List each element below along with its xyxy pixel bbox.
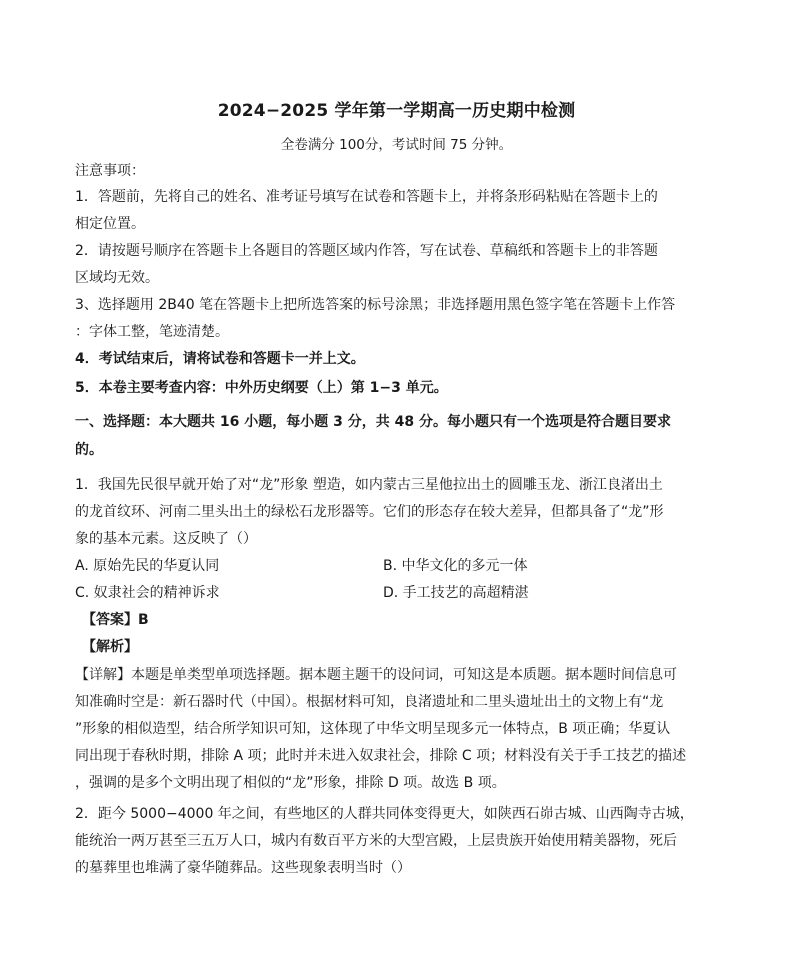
analysis-detail: 知准确时空是：新石器时代（中国）。根据材料可知，良渚遗址和二里头遗址出土的文物上有“龙: [75, 694, 664, 710]
notice-item: 4．考试结束后，请将试卷和答题卡一并上文。: [75, 351, 365, 367]
analysis-detail: ”形象的相似造型，结合所学知识可知，这体现了中华文明呈现多元一体特点，B 项正确；华夏认: [75, 721, 671, 737]
option-a: A. 原始先民的华夏认同: [75, 558, 220, 574]
analysis-detail: 同出现于春秋时期，排除 A 项；此时并未进入奴隶社会，排除 C 项；材料没有关于手工技艺的描述: [75, 748, 687, 764]
answer-label: 【答案】B: [82, 612, 149, 628]
notice-item: 相定位置。: [75, 216, 145, 232]
notice-item: 5．本卷主要考查内容：中外历史纲要（上）第 1−3 单元。: [75, 380, 448, 396]
option-d: D. 手工技艺的高超精湛: [383, 585, 529, 601]
section-heading: 一、选择题：本大题共 16 小题，每小题 3 分，共 48 分。每小题只有一个选项是符合题目要求: [75, 414, 671, 430]
analysis-detail: ，强调的是多个文明出现了相似的“龙”形象，排除 D 项。故选 B 项。: [75, 775, 506, 791]
notice-item: 区域均无效。: [75, 270, 159, 286]
question-1-stem: 1．我国先民很早就开始了对“龙”形象 塑造，如内蒙古三星他拉出土的圆雕玉龙、浙江良渚出土: [75, 477, 663, 493]
notice-item: ：字体工整，笔迹清楚。: [75, 324, 229, 340]
question-2-stem: 的墓葬里也堆满了豪华随葬品。这些现象表明当时（）: [75, 860, 411, 876]
exam-info: 全卷满分 100分，考试时间 75 分钟。: [280, 137, 513, 153]
question-1-stem: 的龙首纹环、河南二里头出土的绿松石龙形器等。它们的形态存在较大差异，但都具备了“龙”形: [75, 504, 664, 520]
analysis-detail: 【详解】本题是单类型单项选择题。据本题主题干的设问词，可知这是本质题。据本题时间信息可: [75, 667, 677, 683]
question-1-stem: 象的基本元素。这反映了（）: [75, 531, 257, 547]
option-c: C. 奴隶社会的精神诉求: [75, 585, 220, 601]
question-2-stem: 2．距今 5000−4000 年之间，有些地区的人群共同体变得更大，如陕西石峁古城、山西陶寺古城，: [75, 806, 694, 822]
notice-item: 3、选择题用 2B40 笔在答题卡上把所选答案的标号涂黑；非选择题用黑色签字笔在答题卡上作答: [75, 297, 676, 313]
notice-item: 1．答题前，先将自己的姓名、准考证号填写在试卷和答题卡上，并将条形码粘贴在答题卡上的: [75, 189, 658, 205]
option-b: B. 中华文化的多元一体: [383, 558, 528, 574]
section-heading: 的。: [75, 442, 103, 458]
notice-heading: 注意事项：: [75, 163, 145, 179]
notice-item: 2．请按题号顺序在答题卡上各题目的答题区域内作答，写在试卷、草稿纸和答题卡上的非答题: [75, 243, 658, 259]
question-2-stem: 能统治一两万甚至三五万人口，城内有数百平方米的大型宫殿，上层贵族开始使用精美器物，死后: [75, 833, 677, 849]
analysis-heading: 【解析】: [82, 639, 138, 655]
page-title: 2024−2025 学年第一学期高一历史期中检测: [217, 101, 576, 121]
